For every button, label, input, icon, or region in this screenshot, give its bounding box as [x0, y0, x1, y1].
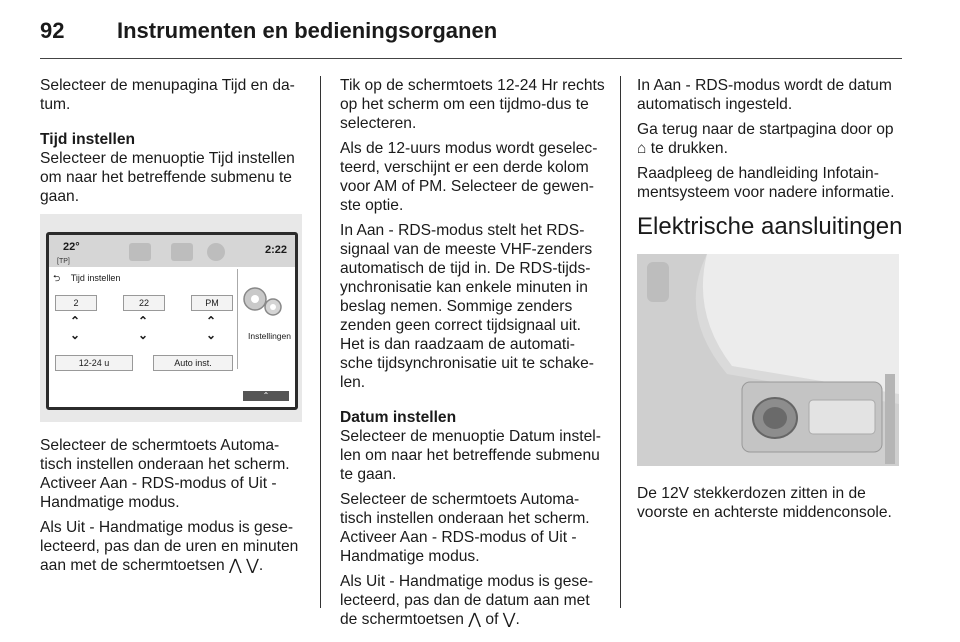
infotainment-screen [46, 232, 298, 410]
page-number: 92 [40, 18, 65, 43]
paragraph: Selecteer de menuoptie Datum instel-len om naar het betreffende submenu te gaan. [340, 428, 601, 483]
hour-up-button[interactable]: ⌃ [69, 314, 81, 328]
paragraph: Als Uit - Handmatige modus is gese-lecteerd, pas dan de datum aan met de schermtoetsen ⋀ of ⋁. [340, 573, 594, 628]
column-3 [637, 76, 905, 528]
hour-down-button[interactable]: ⌄ [69, 328, 81, 342]
paragraph: Selecteer de schermtoets Automa-tisch instellen onderaan het scherm. Activeer Aan - RDS-modus of Uit - Handmatige modus. [40, 437, 290, 511]
paragraph: Ga terug naar de startpagina door op ⌂ te drukken. [637, 121, 894, 157]
paragraph: Als de 12-uurs modus wordt geselec-teerd, verschijnt er een derde kolom voor AM of PM. Selecteer de gewen-ste optie. [340, 140, 598, 214]
ampm-field: PM [191, 295, 233, 311]
paragraph: Selecteer de menuoptie Tijd instellen om naar het betreffende submenu te gaan. [40, 150, 295, 205]
paragraph: Selecteer de schermtoets Automa-tisch instellen onderaan het scherm. Activeer Aan - RDS-modus of Uit - Handmatige modus. [340, 491, 590, 565]
screen-title: Tijd instellen [70, 273, 121, 283]
minute-field: 22 [123, 295, 165, 311]
hour-field: 2 [55, 295, 97, 311]
clock-readout: 2:22 [264, 244, 287, 256]
header-rule [40, 58, 902, 59]
paragraph: Tik op de schermtoets 12-24 Hr rechts op het scherm om een tijdmo-dus te selecteren. [340, 77, 605, 132]
tp-indicator: [TP] [57, 258, 70, 265]
section-title: Elektrische aansluitingen [637, 213, 903, 240]
paragraph: Selecteer de menupagina Tijd en da-tum. [40, 77, 295, 113]
settings-label: Instellingen [247, 331, 291, 341]
paragraph: Als Uit - Handmatige modus is gese-lecteerd, pas dan de uren en minuten aan met de schermtoetsen ⋀ ⋁. [40, 519, 299, 574]
subheading-tijd-instellen: Tijd instellen [40, 131, 136, 148]
auto-set-button[interactable]: Auto inst. [153, 355, 233, 371]
console-illustration [637, 254, 899, 466]
gear-icon[interactable] [233, 281, 289, 321]
minute-up-button[interactable]: ⌃ [137, 314, 149, 328]
12-24-button[interactable]: 12-24 u [55, 355, 133, 371]
column-divider [320, 76, 321, 608]
chapter-title: Instrumenten en bedieningsorganen [117, 18, 498, 43]
paragraph: In Aan - RDS-modus wordt de datum automatisch ingesteld. [637, 77, 892, 113]
column-1 [40, 76, 305, 581]
column-divider [620, 76, 621, 608]
paragraph: In Aan - RDS-modus stelt het RDS-signaal van de meeste VHF-zenders automatisch de tijd in. De RDS-tijds-ynchronisatie kan enkele minuten in beslag nemen. Sommige zenders zenden geen correct tijdsignaal uit. Het is dan raadzaam de automati-sche tijdsynchronisatie uit te schake-len. [340, 222, 594, 391]
collapse-button[interactable]: ⌃ [243, 391, 289, 401]
media-icon [129, 243, 151, 261]
info-icon [207, 243, 225, 261]
minute-down-button[interactable]: ⌄ [137, 328, 149, 342]
ampm-up-button[interactable]: ⌃ [205, 314, 217, 328]
back-arrow-icon[interactable]: ⮌ [53, 273, 61, 283]
back-row[interactable] [53, 269, 120, 288]
phone-icon [171, 243, 193, 261]
paragraph: De 12V stekkerdozen zitten in de voorste en achterste middenconsole. [637, 485, 892, 521]
temperature-readout: 22° [63, 241, 80, 253]
ampm-down-button[interactable]: ⌄ [205, 328, 217, 342]
power-outlet-photo [637, 254, 899, 466]
screen-top-bar [49, 235, 295, 267]
column-2 [340, 76, 605, 635]
subheading-datum-instellen: Datum instellen [340, 409, 457, 426]
paragraph: Raadpleeg de handleiding Infotain-mentsysteem voor nadere informatie. [637, 165, 895, 201]
infotainment-screen-figure [40, 214, 302, 422]
page-header [40, 18, 902, 58]
